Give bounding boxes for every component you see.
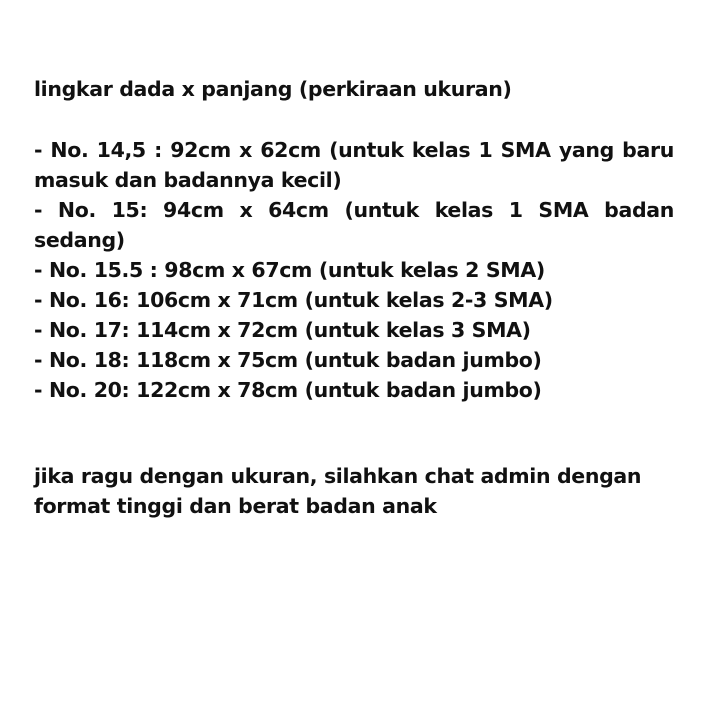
size-item-20: - No. 20: 122cm x 78cm (untuk badan jumbo) [34,378,542,402]
size-item-16: - No. 16: 106cm x 71cm (untuk kelas 2-3 SMA) [34,288,553,312]
size-item-14-5: - No. 14,5 : 92cm x 62cm (untuk kelas 1 SMA yang baru masuk dan badannya kecil) [34,138,674,192]
size-item-15: - No. 15: 94cm x 64cm (untuk kelas 1 SMA badan sedang) [34,198,674,252]
size-item-17: - No. 17: 114cm x 72cm (untuk kelas 3 SMA) [34,318,531,342]
size-item-18: - No. 18: 118cm x 75cm (untuk badan jumbo) [34,348,542,372]
intro-heading: lingkar dada x panjang (perkiraan ukuran) [34,77,512,101]
size-list [34,135,674,405]
size-item-15-5: - No. 15.5 : 98cm x 67cm (untuk kelas 2 SMA) [34,258,545,282]
outro-note: jika ragu dengan ukuran, silahkan chat admin dengan format tinggi dan berat badan anak [34,464,642,518]
size-guide-page [34,0,674,726]
